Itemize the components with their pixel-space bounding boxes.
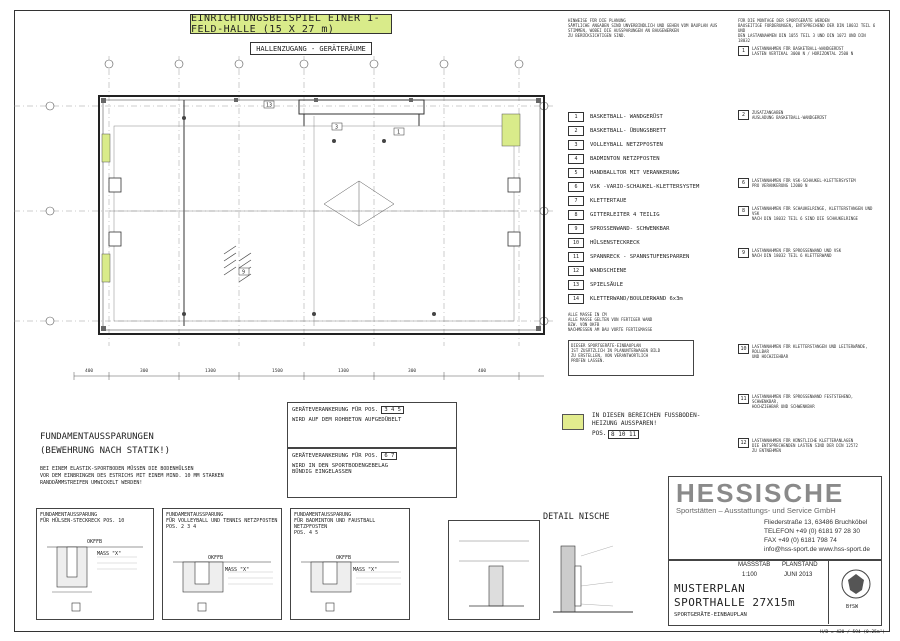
detail-section-box (448, 520, 540, 620)
foundation-detail-3-drawing (291, 537, 409, 617)
company-subtitle: Sportstätten – Ausstattungs- und Service GmbH (676, 506, 836, 515)
heating-pos-values: 8 10 11 (608, 430, 639, 439)
right-item-number: 9 (738, 248, 749, 258)
legend-label: VSK -VARIO-SCHAUKEL-KLETTERSYSTEM (590, 184, 700, 190)
detail-niche-title: DETAIL NISCHE (543, 512, 610, 522)
legend-number: 3 (568, 140, 584, 150)
anchorage-box-1 (287, 402, 457, 448)
legend-label: HANDBALLTOR MIT VERANKERUNG (590, 170, 680, 176)
legend-label: BASKETBALL- ÜBUNGSBRETT (590, 128, 667, 134)
heating-note: IN DIESEN BEREICHEN FUSSBODEN- HEIZUNG AUSSPAREN! (592, 412, 701, 427)
plan-title-1: MUSTERPLAN (674, 582, 746, 595)
anchorage-box-2-pos: 6 7 (381, 452, 397, 460)
legend-label: VOLLEYBALL NETZPFOSTEN (590, 142, 663, 148)
right-item-text: LASTANNAHMEN FÜR SCHAUKELRINGE, KLETTERSTANGEN UND VSK NACH DIN 18032 TEIL 6 SIND DIE SCHAUKELRINGE (752, 206, 873, 221)
legend-number: 10 (568, 238, 584, 248)
legend-number: 12 (568, 266, 584, 276)
foundation-detail-1-title: FUNDAMENTAUSSPARUNG FÜR HÜLSEN-STECKRECK POS. 10 (40, 512, 125, 524)
paper-format: H/B = 420 / 594 (0.25m²) (820, 630, 886, 635)
legend-number: 14 (568, 294, 584, 304)
legend-item (568, 140, 663, 150)
legend-number: 1 (568, 112, 584, 122)
right-item-text: LASTANNAHMEN FÜR SPROSSENWAND UND VSK NACH DIN 18032 TEIL 6 KLETTERWAND (752, 248, 842, 258)
company-phone: TELEFON +49 (0) 6181 97 28 30 (764, 528, 860, 535)
planning-notes: HINWEISE FÜR DIE PLANUNG SÄMTLICHE ANGABEN SIND UNVERBINDLICH UND GEHEN VOM BAUPLAN AUS STIMMEN, WOBEI DIE AUSSPARUNGEN AN BAUGEWERKEN ZU BERÜCKSICHTIGEN SIND. (568, 18, 718, 38)
legend-item (568, 280, 623, 290)
svg-text:13: 13 (266, 102, 273, 109)
anchorage-box-1-pos: 3 4 5 (381, 406, 404, 414)
foundation-subtitle: (BEWEHRUNG NACH STATIK!) (40, 446, 171, 456)
anchorage-box-1-text2: WIRD AUF DEM ROHBETON AUFGEDÜBELT (292, 417, 402, 423)
legend-label: BASKETBALL- WANDGERÜST (590, 114, 663, 120)
legend-number: 5 (568, 168, 584, 178)
right-item-number: 11 (738, 394, 749, 404)
foundation-detail-1-mass: MASS "X" (97, 551, 122, 557)
foundation-detail-2 (162, 508, 282, 620)
svg-text:1: 1 (397, 129, 401, 136)
company-logo-text: HESSISCHE (676, 478, 845, 508)
right-item-text: LASTANNAHMEN FÜR SPROSSENWAND FESTSTEHEND, SCHWENKBAR, HOCHZIEHBAR UND SCHWENKBAR (752, 394, 854, 409)
legend-label: KLETTERWAND/BOULDERWAND 6x3m (590, 296, 683, 302)
legend-number: 4 (568, 154, 584, 164)
legend-item (568, 252, 689, 262)
right-item-number: 6 (738, 178, 749, 188)
legend-note: ALLE MASSE IN CM ALLE MASSE GELTEN VON FERTIGER WAND BZW. VON OKFB NACHMESSEN AM BAU VORTE FERTIGMASSE (568, 312, 653, 332)
right-item-text: LASTANNAHMEN FÜR KÜNSTLICHE KLETTERANLAGEN DIE ENTSPRECHENDEN LASTEN SIND DER DIN 12572 ZU ENTNEHMEN (752, 438, 858, 453)
foundation-detail-3-title: FUNDAMENTAUSSPARUNG FÜR BADMINTON UND FAUSTBALL NETZPFOSTEN POS. 4 5 (294, 512, 376, 536)
legend-number: 8 (568, 210, 584, 220)
eagle-logo-icon (838, 566, 874, 606)
plan-title-2: SPORTHALLE 27X15m (674, 596, 796, 609)
heating-pos-label: POS. (592, 430, 607, 437)
anchorage-box-2-text: GERÄTEVERANKERUNG FÜR POS. (292, 453, 379, 459)
right-item-text: ZUSATZANGABEN AUSLADUNG BASKETBALL-WANDGERÜST (752, 110, 827, 120)
anchorage-box-1-text: GERÄTEVERANKERUNG FÜR POS. (292, 407, 379, 413)
dimension-7: 400 (478, 369, 487, 374)
company-address: Fliederstraße 13, 63486 Bruchköbel (764, 519, 868, 526)
legend-item (568, 266, 626, 276)
right-item-text: LASTANNAHMEN FÜR KLETTERSTANGEN UND LEITERWÄNDE, ROLLBAR UND HOCHZIEHBAR (752, 344, 868, 359)
dimension-6: 300 (408, 369, 417, 374)
legend-number: 6 (568, 182, 584, 192)
foundation-detail-3 (290, 508, 410, 620)
legend-item (568, 210, 660, 220)
foundation-note: BEI EINEM ELASTIK-SPORTBODEN MÜSSEN DIE BODENHÜLSEN VOR DEM EINBRINGEN DES ESTRICHS MIT EINEM MIND. 10 MM STARKEN RANDDÄMMSTREIFEN UMWICKELT WERDEN! (40, 466, 224, 486)
legend-label: SPROSSENWAND- SCHWENKBAR (590, 226, 670, 232)
plan-subtitle: SPORTGERÄTE-EINBAUPLAN (674, 612, 747, 618)
dimension-5: 1300 (338, 369, 349, 374)
legend-item (568, 294, 683, 304)
foundation-detail-2-mass: MASS "X" (225, 567, 250, 573)
legend-item (568, 168, 679, 178)
foundation-detail-1-okffb: OKFFB (87, 539, 103, 545)
right-item-number: 12 (738, 438, 749, 448)
right-item-number: 2 (738, 110, 749, 120)
dimension-3: 1300 (205, 369, 216, 374)
legend-item (568, 112, 663, 122)
legend-number: 13 (568, 280, 584, 290)
legend-item (568, 224, 669, 234)
planstand-label: PLANSTAND (782, 562, 818, 568)
legend-label: HÜLSENSTECKRECK (590, 240, 640, 246)
anchorage-box-2-text2: WIRD IN DEN SPORTBODENGEBELAG BÜNDIG EINGELASSEN (292, 463, 389, 475)
right-item-number: 10 (738, 344, 749, 354)
foundation-detail-2-drawing (163, 537, 281, 617)
dimension-2: 300 (140, 369, 149, 374)
right-column-intro: FÜR DIE MONTAGE DER SPORTGERÄTE WERDEN BAUSEITIGE FORDERUNGEN, ENTSPRECHEND DER DIN 18032 TEIL 6 UND DEN LASTANNAHMEN DIN 1055 TEIL 3 UND DIN 1072 UND DIN 18032 (738, 18, 876, 43)
dimension-4: 1500 (272, 369, 283, 374)
detail-section-drawing (449, 521, 539, 619)
foundation-detail-1 (36, 508, 154, 620)
heating-swatch (562, 414, 584, 430)
legend-number: 9 (568, 224, 584, 234)
legend-label: SPANNRECK - SPANNSTUFENSPARREN (590, 254, 690, 260)
floor-plan-drawing (14, 56, 554, 396)
right-item-text: LASTANNAHMEN FÜR BASKETBALL-WANDGERÜST LASTEN VERTIKAL 3000 N / HORIZONTAL 2500 N (752, 46, 854, 56)
planstand-value: JUNI 2013 (784, 572, 813, 578)
company-web: info@hss-sport.de www.hss-sport.de (764, 546, 870, 553)
anchorage-box-2 (287, 448, 457, 498)
legend-number: 2 (568, 126, 584, 136)
legend-label: WANDSCHIENE (590, 268, 627, 274)
legend-number: 11 (568, 252, 584, 262)
scale-label: MASSSTAB (738, 562, 771, 568)
legend-item (568, 182, 699, 192)
legend-number: 7 (568, 196, 584, 206)
plan-title-banner: EINRICHTUNGSBEISPIEL EINER 1-FELD-HALLE (15 X 27 m) (190, 14, 392, 34)
foundation-detail-2-okffb: OKFFB (208, 555, 224, 561)
important-box: DIESER SPORTGERÄTE-EINBAUPLAN IST ZUSÄTZLICH IN PLANUNTERWAGEN BILD ZU ERSTELLEN, VON VERANTWORTLICH PRÜFEN LASSEN. (568, 340, 694, 376)
company-fax: FAX +49 (0) 6181 798 74 (764, 537, 837, 544)
foundation-detail-3-okffb: OKFFB (336, 555, 352, 561)
logo-caption: BfSW (846, 604, 859, 610)
scale-value: 1:100 (742, 572, 758, 578)
legend-item (568, 238, 640, 248)
right-item-number: 1 (738, 46, 749, 56)
legend-item (568, 126, 666, 136)
legend-label: SPIELSÄULE (590, 282, 624, 288)
legend-item (568, 154, 660, 164)
svg-text:3: 3 (335, 124, 339, 131)
foundation-detail-1-drawing (37, 537, 153, 617)
plan-subtitle-banner: HALLENZUGANG - GERÄTERÄUME (250, 42, 372, 55)
right-item-text: LASTANNAHMEN FÜR VSK-SCHAUKEL-KLETTERSYSTEM PRO VERANKERUNG 12000 N (752, 178, 856, 188)
foundation-detail-2-title: FUNDAMENTAUSSPARUNG FÜR VOLLEYBALL UND TENNIS NETZPFOSTEN POS. 2 3 4 (166, 512, 278, 530)
dimension-1: 400 (85, 369, 94, 374)
legend-label: BADMINTON NETZPFOSTEN (590, 156, 660, 162)
foundation-detail-3-mass: MASS "X" (353, 567, 378, 573)
legend-label: GITTERLEITER 4 TEILIG (590, 212, 660, 218)
svg-text:9: 9 (242, 269, 246, 276)
right-item-number: 8 (738, 206, 749, 216)
foundation-title: FUNDAMENTAUSSPARUNGEN (40, 432, 154, 442)
legend-item (568, 196, 626, 206)
detail-niche-drawing (543, 526, 653, 618)
legend-label: KLETTERTAUE (590, 198, 627, 204)
